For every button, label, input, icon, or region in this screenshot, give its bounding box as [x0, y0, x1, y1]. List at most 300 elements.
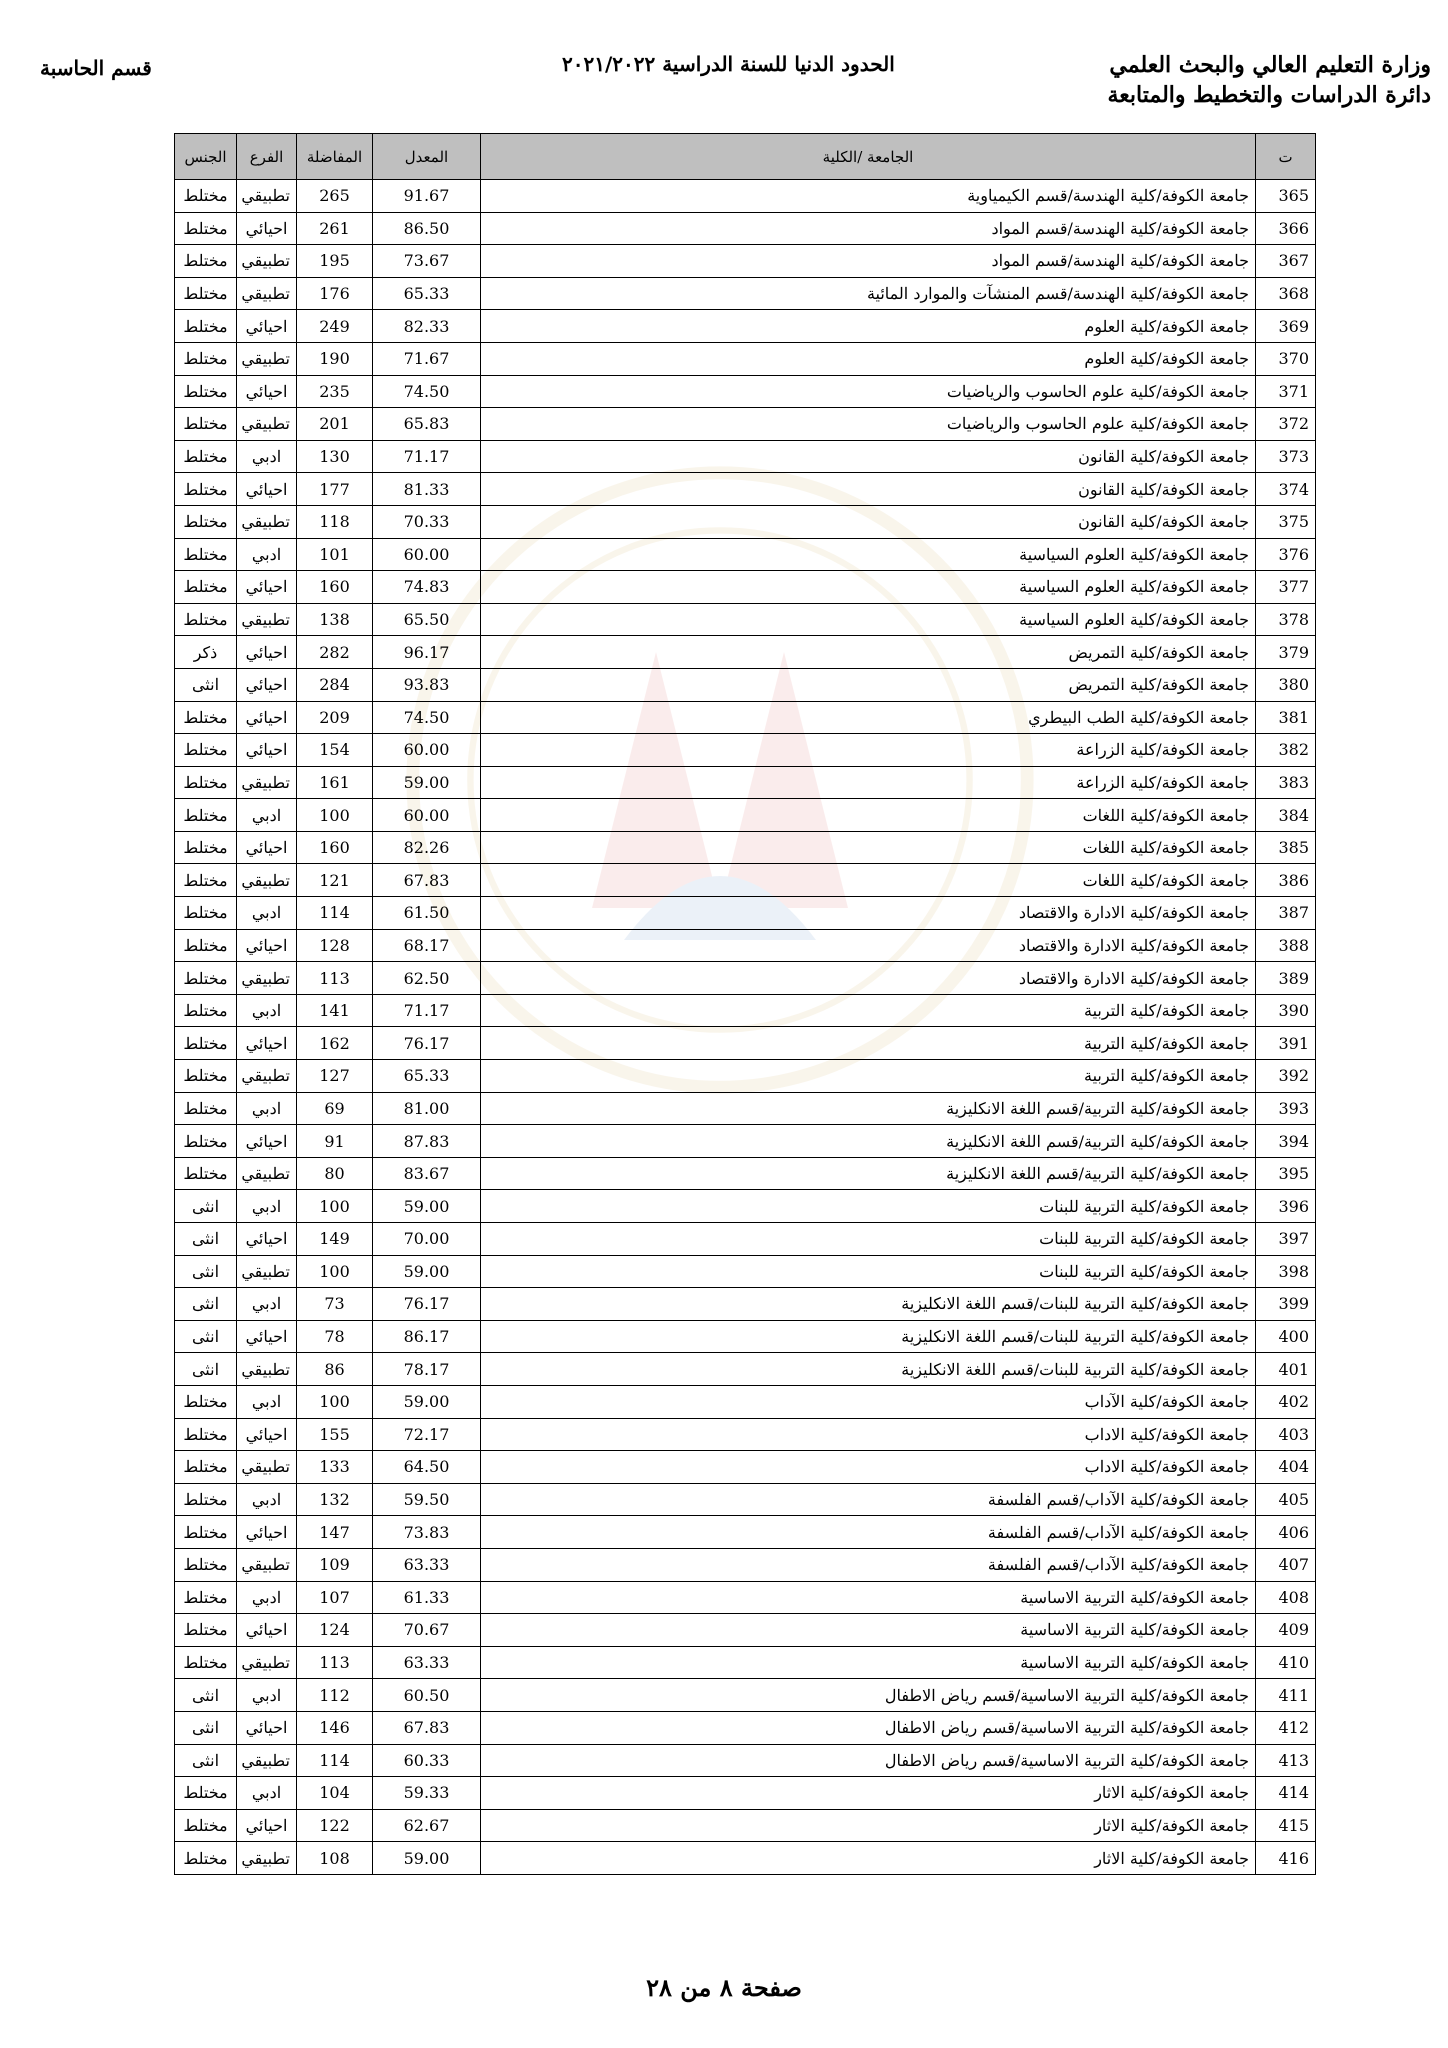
gender-cell: مختلط [175, 1581, 237, 1614]
table-row [175, 897, 1316, 930]
preference-score-cell: 284 [297, 668, 373, 701]
college-name-cell: جامعة الكوفة/كلية الآداب/قسم الفلسفة [481, 1483, 1256, 1516]
table-row [175, 538, 1316, 571]
row-number-cell: 381 [1256, 701, 1316, 734]
table-row [175, 1060, 1316, 1093]
preference-score-cell: 162 [297, 1027, 373, 1060]
branch-cell: ادبي [237, 799, 297, 832]
average-score-cell: 65.33 [373, 277, 481, 310]
row-number-cell: 400 [1256, 1320, 1316, 1353]
preference-score-cell: 113 [297, 962, 373, 995]
branch-cell: ادبي [237, 994, 297, 1027]
preference-score-cell: 147 [297, 1516, 373, 1549]
college-name-cell: جامعة الكوفة/كلية التربية للبنات [481, 1255, 1256, 1288]
average-score-cell: 71.17 [373, 440, 481, 473]
gender-cell: مختلط [175, 1418, 237, 1451]
preference-score-cell: 104 [297, 1777, 373, 1810]
preference-score-cell: 209 [297, 701, 373, 734]
college-name-cell: جامعة الكوفة/كلية العلوم السياسية [481, 571, 1256, 604]
row-number-cell: 383 [1256, 766, 1316, 799]
average-score-cell: 60.50 [373, 1679, 481, 1712]
branch-cell: ادبي [237, 1483, 297, 1516]
gender-cell: انثى [175, 1255, 237, 1288]
college-name-cell: جامعة الكوفة/كلية الاثار [481, 1777, 1256, 1810]
college-name-cell: جامعة الكوفة/كلية الهندسة/قسم المواد [481, 212, 1256, 245]
gender-cell: مختلط [175, 505, 237, 538]
table-row [175, 342, 1316, 375]
branch-cell: تطبيقي [237, 1255, 297, 1288]
row-number-cell: 416 [1256, 1842, 1316, 1875]
gender-cell: مختلط [175, 1451, 237, 1484]
average-score-cell: 62.67 [373, 1809, 481, 1842]
average-score-cell: 83.67 [373, 1157, 481, 1190]
college-name-cell: جامعة الكوفة/كلية الادارة والاقتصاد [481, 929, 1256, 962]
branch-cell: احيائي [237, 831, 297, 864]
table-row [175, 1744, 1316, 1777]
branch-cell: تطبيقي [237, 1842, 297, 1875]
average-score-cell: 59.50 [373, 1483, 481, 1516]
table-row [175, 1027, 1316, 1060]
average-score-cell: 73.83 [373, 1516, 481, 1549]
row-number-cell: 393 [1256, 1092, 1316, 1125]
average-score-cell: 74.50 [373, 701, 481, 734]
preference-score-cell: 100 [297, 1255, 373, 1288]
table-row [175, 473, 1316, 506]
table-row [175, 603, 1316, 636]
average-score-cell: 59.33 [373, 1777, 481, 1810]
row-number-cell: 403 [1256, 1418, 1316, 1451]
branch-cell: تطبيقي [237, 1451, 297, 1484]
preference-score-cell: 155 [297, 1418, 373, 1451]
branch-cell: تطبيقي [237, 864, 297, 897]
row-number-cell: 415 [1256, 1809, 1316, 1842]
row-number-cell: 404 [1256, 1451, 1316, 1484]
row-number-cell: 399 [1256, 1288, 1316, 1321]
average-score-cell: 81.00 [373, 1092, 481, 1125]
college-name-cell: جامعة الكوفة/كلية التربية للبنات [481, 1190, 1256, 1223]
college-name-cell: جامعة الكوفة/كلية التربية الاساسية [481, 1614, 1256, 1647]
gender-cell: مختلط [175, 245, 237, 278]
average-score-cell: 59.00 [373, 1190, 481, 1223]
row-number-cell: 370 [1256, 342, 1316, 375]
preference-score-cell: 195 [297, 245, 373, 278]
branch-cell: احيائي [237, 1027, 297, 1060]
college-name-cell: جامعة الكوفة/كلية التربية [481, 994, 1256, 1027]
branch-cell: ادبي [237, 1777, 297, 1810]
branch-cell: احيائي [237, 375, 297, 408]
table-row [175, 668, 1316, 701]
row-number-cell: 378 [1256, 603, 1316, 636]
average-score-cell: 82.33 [373, 310, 481, 343]
table-row [175, 408, 1316, 441]
row-number-cell: 391 [1256, 1027, 1316, 1060]
table-row [175, 1451, 1316, 1484]
preference-score-cell: 146 [297, 1711, 373, 1744]
branch-cell: تطبيقي [237, 1744, 297, 1777]
preference-score-cell: 101 [297, 538, 373, 571]
preference-score-cell: 265 [297, 180, 373, 213]
row-number-cell: 375 [1256, 505, 1316, 538]
table-row [175, 962, 1316, 995]
gender-cell: مختلط [175, 994, 237, 1027]
gender-cell: مختلط [175, 929, 237, 962]
average-score-cell: 70.00 [373, 1223, 481, 1256]
college-name-cell: جامعة الكوفة/كلية الاداب [481, 1418, 1256, 1451]
table-row [175, 277, 1316, 310]
college-name-cell: جامعة الكوفة/كلية علوم الحاسوب والرياضيات [481, 375, 1256, 408]
table-row [175, 864, 1316, 897]
college-name-cell: جامعة الكوفة/كلية الآداب [481, 1385, 1256, 1418]
page-number: صفحة ٨ من ٢٨ [646, 1973, 802, 2002]
college-name-cell: جامعة الكوفة/كلية التربية الاساسية/قسم رياض الاطفال [481, 1711, 1256, 1744]
college-name-cell: جامعة الكوفة/كلية التربية للبنات/قسم اللغة الانكليزية [481, 1320, 1256, 1353]
college-name-cell: جامعة الكوفة/كلية الادارة والاقتصاد [481, 962, 1256, 995]
average-score-cell: 61.50 [373, 897, 481, 930]
preference-score-cell: 190 [297, 342, 373, 375]
row-number-cell: 369 [1256, 310, 1316, 343]
gender-cell: مختلط [175, 1483, 237, 1516]
average-score-cell: 72.17 [373, 1418, 481, 1451]
gender-cell: مختلط [175, 212, 237, 245]
average-score-cell: 67.83 [373, 1711, 481, 1744]
college-name-cell: جامعة الكوفة/كلية التربية [481, 1060, 1256, 1093]
gender-cell: مختلط [175, 799, 237, 832]
branch-cell: احيائي [237, 1614, 297, 1647]
gender-cell: انثى [175, 1353, 237, 1386]
gender-cell: انثى [175, 1711, 237, 1744]
row-number-cell: 379 [1256, 636, 1316, 669]
college-name-cell: جامعة الكوفة/كلية الهندسة/قسم المواد [481, 245, 1256, 278]
table-header-row [175, 134, 1316, 180]
gender-cell: مختلط [175, 1809, 237, 1842]
column-header-average: المعدل [373, 134, 481, 180]
gender-cell: مختلط [175, 1842, 237, 1875]
branch-cell: تطبيقي [237, 245, 297, 278]
branch-cell: احيائي [237, 1320, 297, 1353]
average-score-cell: 91.67 [373, 180, 481, 213]
preference-score-cell: 100 [297, 1190, 373, 1223]
preference-score-cell: 282 [297, 636, 373, 669]
preference-score-cell: 201 [297, 408, 373, 441]
table-row [175, 1255, 1316, 1288]
preference-score-cell: 122 [297, 1809, 373, 1842]
branch-cell: تطبيقي [237, 408, 297, 441]
preference-score-cell: 107 [297, 1581, 373, 1614]
table-row [175, 245, 1316, 278]
college-name-cell: جامعة الكوفة/كلية التربية للبنات [481, 1223, 1256, 1256]
average-score-cell: 73.67 [373, 245, 481, 278]
table-row [175, 375, 1316, 408]
gender-cell: مختلط [175, 473, 237, 506]
branch-cell: ادبي [237, 440, 297, 473]
gender-cell: مختلط [175, 1060, 237, 1093]
row-number-cell: 392 [1256, 1060, 1316, 1093]
row-number-cell: 386 [1256, 864, 1316, 897]
row-number-cell: 374 [1256, 473, 1316, 506]
gender-cell: انثى [175, 1288, 237, 1321]
average-score-cell: 76.17 [373, 1027, 481, 1060]
branch-cell: احيائي [237, 1516, 297, 1549]
row-number-cell: 395 [1256, 1157, 1316, 1190]
section-name: قسم الحاسبة [40, 56, 152, 80]
average-score-cell: 81.33 [373, 473, 481, 506]
row-number-cell: 385 [1256, 831, 1316, 864]
gender-cell: انثى [175, 668, 237, 701]
preference-score-cell: 127 [297, 1060, 373, 1093]
row-number-cell: 366 [1256, 212, 1316, 245]
preference-score-cell: 177 [297, 473, 373, 506]
college-name-cell: جامعة الكوفة/كلية الطب البيطري [481, 701, 1256, 734]
college-name-cell: جامعة الكوفة/كلية العلوم [481, 342, 1256, 375]
average-score-cell: 65.50 [373, 603, 481, 636]
document-title: الحدود الدنيا للسنة الدراسية ٢٠٢١/٢٠٢٢ [562, 52, 895, 76]
gender-cell: انثى [175, 1744, 237, 1777]
table-row [175, 1516, 1316, 1549]
row-number-cell: 389 [1256, 962, 1316, 995]
row-number-cell: 373 [1256, 440, 1316, 473]
college-name-cell: جامعة الكوفة/كلية الزراعة [481, 734, 1256, 767]
average-score-cell: 70.33 [373, 505, 481, 538]
gender-cell: مختلط [175, 1385, 237, 1418]
row-number-cell: 376 [1256, 538, 1316, 571]
college-name-cell: جامعة الكوفة/كلية الزراعة [481, 766, 1256, 799]
table-row [175, 701, 1316, 734]
preference-score-cell: 138 [297, 603, 373, 636]
college-name-cell: جامعة الكوفة/كلية التربية/قسم اللغة الانكليزية [481, 1125, 1256, 1158]
gender-cell: مختلط [175, 701, 237, 734]
preference-score-cell: 121 [297, 864, 373, 897]
gender-cell: مختلط [175, 1092, 237, 1125]
average-score-cell: 76.17 [373, 1288, 481, 1321]
branch-cell: احيائي [237, 1809, 297, 1842]
table-row [175, 310, 1316, 343]
average-score-cell: 74.83 [373, 571, 481, 604]
average-score-cell: 93.83 [373, 668, 481, 701]
gender-cell: مختلط [175, 342, 237, 375]
table-row [175, 1614, 1316, 1647]
table-row [175, 1418, 1316, 1451]
row-number-cell: 406 [1256, 1516, 1316, 1549]
gender-cell: مختلط [175, 408, 237, 441]
table-row [175, 505, 1316, 538]
preference-score-cell: 108 [297, 1842, 373, 1875]
average-score-cell: 67.83 [373, 864, 481, 897]
average-score-cell: 60.33 [373, 1744, 481, 1777]
college-name-cell: جامعة الكوفة/كلية علوم الحاسوب والرياضيات [481, 408, 1256, 441]
college-name-cell: جامعة الكوفة/كلية العلوم [481, 310, 1256, 343]
table-row [175, 734, 1316, 767]
branch-cell: ادبي [237, 538, 297, 571]
branch-cell: تطبيقي [237, 766, 297, 799]
preference-score-cell: 112 [297, 1679, 373, 1712]
average-score-cell: 68.17 [373, 929, 481, 962]
college-name-cell: جامعة الكوفة/كلية التربية الاساسية/قسم رياض الاطفال [481, 1679, 1256, 1712]
preference-score-cell: 73 [297, 1288, 373, 1321]
row-number-cell: 410 [1256, 1646, 1316, 1679]
average-score-cell: 61.33 [373, 1581, 481, 1614]
table-row [175, 1288, 1316, 1321]
college-name-cell: جامعة الكوفة/كلية القانون [481, 473, 1256, 506]
gender-cell: مختلط [175, 1516, 237, 1549]
branch-cell: تطبيقي [237, 342, 297, 375]
average-score-cell: 59.00 [373, 766, 481, 799]
branch-cell: تطبيقي [237, 1548, 297, 1581]
college-name-cell: جامعة الكوفة/كلية الهندسة/قسم المنشآت والموارد المائية [481, 277, 1256, 310]
average-score-cell: 74.50 [373, 375, 481, 408]
average-score-cell: 59.00 [373, 1842, 481, 1875]
row-number-cell: 384 [1256, 799, 1316, 832]
preference-score-cell: 149 [297, 1223, 373, 1256]
college-name-cell: جامعة الكوفة/كلية التربية الاساسية/قسم رياض الاطفال [481, 1744, 1256, 1777]
table-row [175, 799, 1316, 832]
table-row [175, 1548, 1316, 1581]
college-name-cell: جامعة الكوفة/كلية الآداب/قسم الفلسفة [481, 1516, 1256, 1549]
table-row [175, 1646, 1316, 1679]
branch-cell: ادبي [237, 1288, 297, 1321]
row-number-cell: 408 [1256, 1581, 1316, 1614]
gender-cell: مختلط [175, 962, 237, 995]
branch-cell: ادبي [237, 1679, 297, 1712]
branch-cell: احيائي [237, 636, 297, 669]
branch-cell: احيائي [237, 1125, 297, 1158]
gender-cell: مختلط [175, 1027, 237, 1060]
preference-score-cell: 160 [297, 831, 373, 864]
table-row [175, 1581, 1316, 1614]
gender-cell: مختلط [175, 603, 237, 636]
branch-cell: احيائي [237, 571, 297, 604]
gender-cell: مختلط [175, 1548, 237, 1581]
row-number-cell: 412 [1256, 1711, 1316, 1744]
branch-cell: احيائي [237, 212, 297, 245]
gender-cell: مختلط [175, 310, 237, 343]
row-number-cell: 377 [1256, 571, 1316, 604]
average-score-cell: 82.26 [373, 831, 481, 864]
gender-cell: مختلط [175, 180, 237, 213]
row-number-cell: 380 [1256, 668, 1316, 701]
row-number-cell: 372 [1256, 408, 1316, 441]
branch-cell: ادبي [237, 1385, 297, 1418]
gender-cell: ذكر [175, 636, 237, 669]
gender-cell: مختلط [175, 1157, 237, 1190]
row-number-cell: 398 [1256, 1255, 1316, 1288]
preference-score-cell: 91 [297, 1125, 373, 1158]
table-row [175, 1483, 1316, 1516]
table-row [175, 1092, 1316, 1125]
gender-cell: انثى [175, 1679, 237, 1712]
preference-score-cell: 69 [297, 1092, 373, 1125]
gender-cell: انثى [175, 1320, 237, 1353]
table-row [175, 1777, 1316, 1810]
average-score-cell: 70.67 [373, 1614, 481, 1647]
branch-cell: تطبيقي [237, 180, 297, 213]
preference-score-cell: 176 [297, 277, 373, 310]
average-score-cell: 65.83 [373, 408, 481, 441]
column-header-gender: الجنس [175, 134, 237, 180]
table-row [175, 994, 1316, 1027]
college-name-cell: جامعة الكوفة/كلية التربية للبنات/قسم اللغة الانكليزية [481, 1288, 1256, 1321]
row-number-cell: 371 [1256, 375, 1316, 408]
gender-cell: مختلط [175, 1125, 237, 1158]
college-name-cell: جامعة الكوفة/كلية القانون [481, 440, 1256, 473]
branch-cell: ادبي [237, 1581, 297, 1614]
college-name-cell: جامعة الكوفة/كلية القانون [481, 505, 1256, 538]
row-number-cell: 388 [1256, 929, 1316, 962]
preference-score-cell: 124 [297, 1614, 373, 1647]
preference-score-cell: 80 [297, 1157, 373, 1190]
average-score-cell: 62.50 [373, 962, 481, 995]
college-name-cell: جامعة الكوفة/كلية التربية/قسم اللغة الانكليزية [481, 1157, 1256, 1190]
average-score-cell: 78.17 [373, 1353, 481, 1386]
table-row [175, 440, 1316, 473]
average-score-cell: 59.00 [373, 1255, 481, 1288]
branch-cell: تطبيقي [237, 1353, 297, 1386]
column-header-branch: الفرع [237, 134, 297, 180]
branch-cell: ادبي [237, 897, 297, 930]
preference-score-cell: 261 [297, 212, 373, 245]
gender-cell: مختلط [175, 1614, 237, 1647]
gender-cell: مختلط [175, 440, 237, 473]
branch-cell: احيائي [237, 1418, 297, 1451]
preference-score-cell: 78 [297, 1320, 373, 1353]
table-row [175, 571, 1316, 604]
gender-cell: انثى [175, 1190, 237, 1223]
college-name-cell: جامعة الكوفة/كلية التربية [481, 1027, 1256, 1060]
table-row [175, 1809, 1316, 1842]
college-name-cell: جامعة الكوفة/كلية الاثار [481, 1842, 1256, 1875]
preference-score-cell: 114 [297, 897, 373, 930]
gender-cell: مختلط [175, 1777, 237, 1810]
gender-cell: مختلط [175, 864, 237, 897]
table-row [175, 1157, 1316, 1190]
preference-score-cell: 249 [297, 310, 373, 343]
average-score-cell: 63.33 [373, 1548, 481, 1581]
branch-cell: تطبيقي [237, 1060, 297, 1093]
row-number-cell: 413 [1256, 1744, 1316, 1777]
preference-score-cell: 113 [297, 1646, 373, 1679]
gender-cell: مختلط [175, 831, 237, 864]
row-number-cell: 365 [1256, 180, 1316, 213]
gender-cell: مختلط [175, 734, 237, 767]
branch-cell: تطبيقي [237, 277, 297, 310]
average-score-cell: 60.00 [373, 799, 481, 832]
gender-cell: مختلط [175, 277, 237, 310]
branch-cell: ادبي [237, 1092, 297, 1125]
table-row [175, 1320, 1316, 1353]
average-score-cell: 86.50 [373, 212, 481, 245]
average-score-cell: 71.17 [373, 994, 481, 1027]
college-name-cell: جامعة الكوفة/كلية العلوم السياسية [481, 538, 1256, 571]
preference-score-cell: 100 [297, 1385, 373, 1418]
branch-cell: تطبيقي [237, 603, 297, 636]
table-row [175, 1125, 1316, 1158]
college-name-cell: جامعة الكوفة/كلية الاداب [481, 1451, 1256, 1484]
gender-cell: انثى [175, 1223, 237, 1256]
preference-score-cell: 141 [297, 994, 373, 1027]
row-number-cell: 396 [1256, 1190, 1316, 1223]
college-name-cell: جامعة الكوفة/كلية التربية الاساسية [481, 1646, 1256, 1679]
table-row [175, 1353, 1316, 1386]
row-number-cell: 411 [1256, 1679, 1316, 1712]
preference-score-cell: 133 [297, 1451, 373, 1484]
gender-cell: مختلط [175, 897, 237, 930]
row-number-cell: 390 [1256, 994, 1316, 1027]
table-row [175, 1679, 1316, 1712]
average-score-cell: 65.33 [373, 1060, 481, 1093]
branch-cell: تطبيقي [237, 1157, 297, 1190]
row-number-cell: 401 [1256, 1353, 1316, 1386]
column-header-college: الجامعة /الكلية [481, 134, 1256, 180]
branch-cell: احيائي [237, 668, 297, 701]
